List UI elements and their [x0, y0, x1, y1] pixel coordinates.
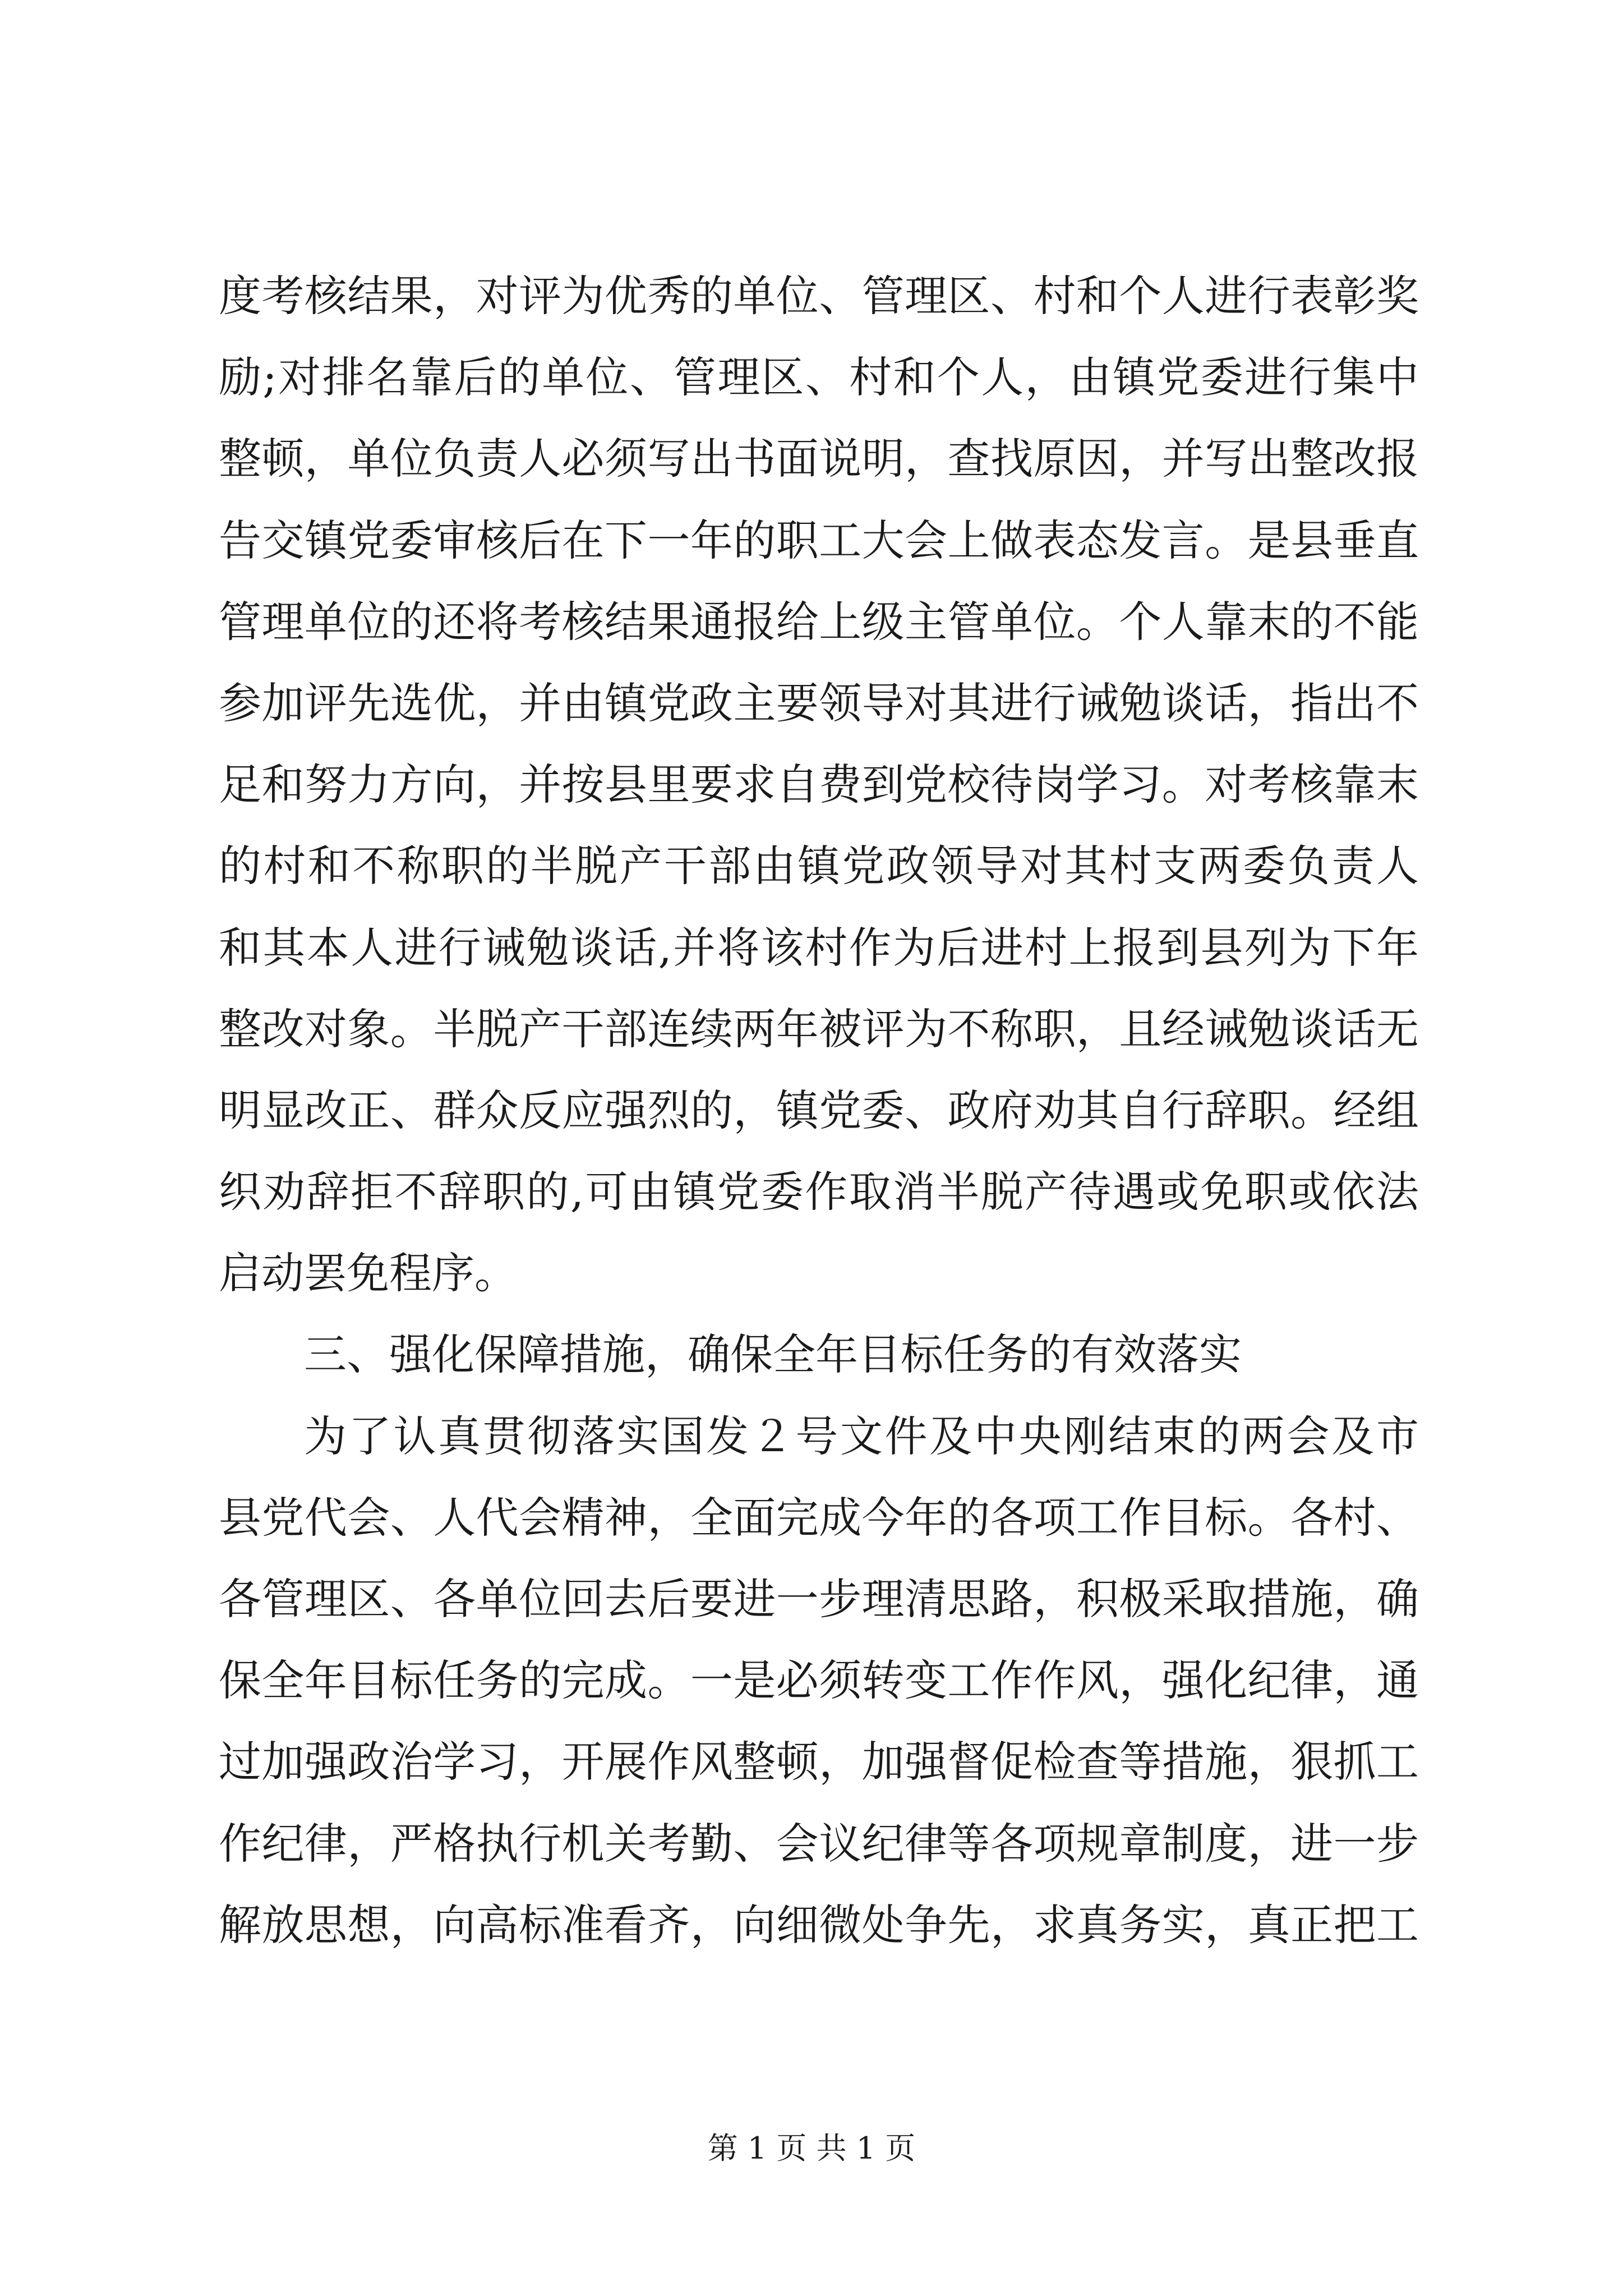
text-line: 为了认真贯彻落实国发２号文件及中央刚结束的两会及市: [304, 1411, 1419, 1461]
document-body: [219, 255, 1419, 1966]
text-line: 明显改正、群众反应强烈的，镇党委、政府劝其自行辞职。经组: [219, 1085, 1419, 1135]
text-line: 整顿，单位负责人必须写出书面说明，查找原因，并写出整改报: [219, 434, 1419, 484]
text-line: 县党代会、人代会精神，全面完成今年的各项工作目标。各村、: [219, 1492, 1419, 1543]
text-line: 的村和不称职的半脱产干部由镇党政领导对其村支两委负责人: [219, 841, 1419, 891]
text-line: 管理单位的还将考核结果通报给上级主管单位。个人靠末的不能: [219, 596, 1419, 647]
page-footer: [0, 2129, 1623, 2168]
text-line: 整改对象。半脱产干部连续两年被评为不称职，且经诫勉谈话无: [219, 1004, 1419, 1054]
text-line: 过加强政治学习，开展作风整顿，加强督促检查等措施，狠抓工: [219, 1737, 1419, 1787]
section-heading: 三、强化保障措施，确保全年目标任务的有效落实: [304, 1329, 1242, 1380]
page-number-label: 第 1 页 共 1 页: [707, 2131, 916, 2166]
text-line: 和其本人进行诫勉谈话,并将该村作为后进村上报到县列为下年: [219, 922, 1419, 973]
text-line: 各管理区、各单位回去后要进一步理清思路，积极采取措施，确: [219, 1574, 1419, 1624]
text-line: 织劝辞拒不辞职的,可由镇党委作取消半脱产待遇或免职或依法: [219, 1167, 1419, 1217]
text-line: 足和努力方向，并按县里要求自费到党校待岗学习。对考核靠末: [219, 760, 1419, 810]
text-line: 励;对排名靠后的单位、管理区、村和个人，由镇党委进行集中: [219, 352, 1419, 403]
text-line: 度考核结果，对评为优秀的单位、管理区、村和个人进行表彰奖: [219, 271, 1419, 321]
text-line: 作纪律，严格执行机关考勤、会议纪律等各项规章制度，进一步: [219, 1818, 1419, 1869]
text-line: 参加评先选优，并由镇党政主要领导对其进行诫勉谈话，指出不: [219, 678, 1419, 728]
text-line: 解放思想，向高标准看齐，向细微处争先，求真务实，真正把工: [219, 1899, 1419, 1950]
text-line: 保全年目标任务的完成。一是必须转变工作作风，强化纪律，通: [219, 1655, 1419, 1706]
text-line: 启动罢免程序。: [219, 1248, 517, 1299]
text-line: 告交镇党委审核后在下一年的职工大会上做表态发言。是县垂直: [219, 515, 1419, 565]
